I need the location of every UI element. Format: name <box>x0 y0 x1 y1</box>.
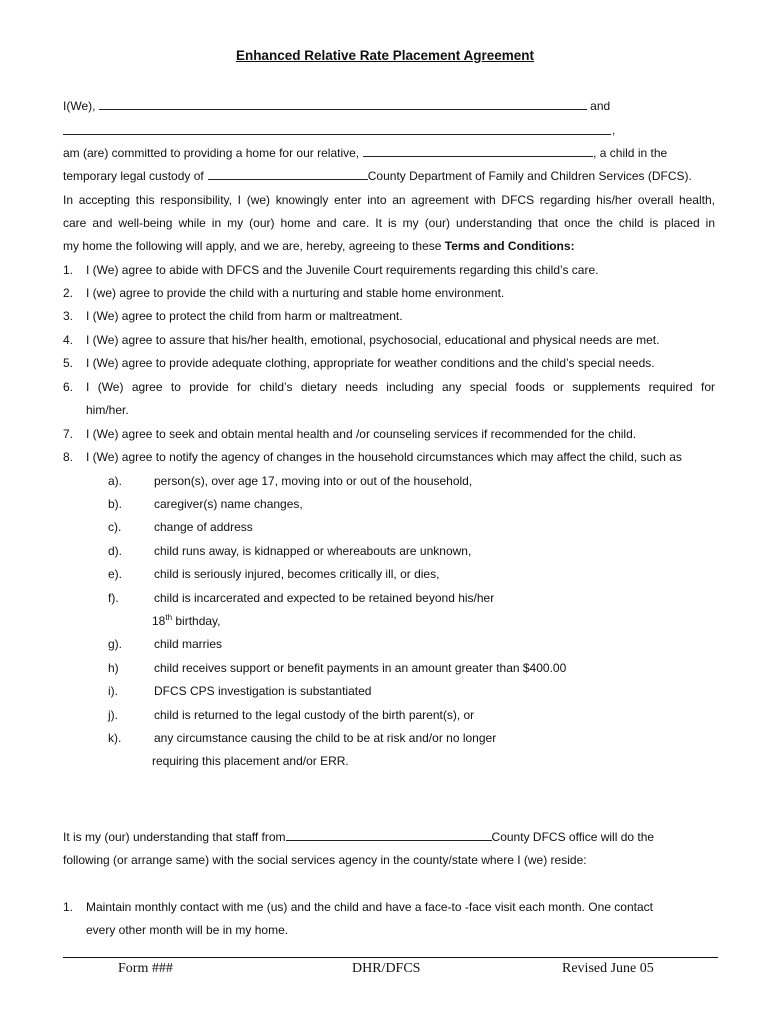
staff-county-blank[interactable] <box>286 829 492 841</box>
names-blank-1[interactable] <box>99 98 587 110</box>
staff-line-2: following (or arrange same) with the social services agency in the county/state where I (we) reside: <box>63 853 587 867</box>
custody-prefix: temporary legal custody of <box>63 169 204 183</box>
item-text: I (We) agree to provide adequate clothing, appropriate for weather conditions and the child’s special needs. <box>86 356 655 370</box>
footer-rule <box>63 957 718 958</box>
sub-item-text: child is incarcerated and expected to be retained beyond his/her <box>154 591 495 605</box>
sub-item-letter: j). <box>108 708 118 722</box>
intro-line-1 <box>63 98 610 114</box>
and-label: and <box>590 99 611 113</box>
item-text: I (We) agree to assure that his/her health, emotional, psychosocial, educational and physical needs are met. <box>86 333 660 347</box>
term-item <box>63 285 504 301</box>
staff-suffix: County DFCS office will do the <box>491 830 655 844</box>
term-item <box>63 379 715 395</box>
item-text: I (We) agree to notify the agency of changes in the household circumstances which may affect the child, such as <box>86 450 682 464</box>
staff-prefix: It is my (our) understanding that staff from <box>63 830 286 844</box>
item-text: I (We) agree to provide for child’s dietary needs including any special foods or supplements required for <box>86 380 715 394</box>
sub-item-text: DFCS CPS investigation is substantiated <box>154 684 372 698</box>
sub-item-letter: a). <box>108 474 123 488</box>
item-number: 3. <box>63 309 74 323</box>
birthday-age: 18 <box>152 614 166 628</box>
sub-item-letter: g). <box>108 637 123 651</box>
item-text: I (We) agree to protect the child from harm or maltreatment. <box>86 309 403 323</box>
duty-item <box>63 899 653 915</box>
term-item <box>63 355 655 371</box>
footer-form: Form ### <box>118 961 173 976</box>
sub-item-continuation <box>152 613 221 629</box>
duty-continuation: every other month will be in my home. <box>86 923 289 937</box>
names-blank-2[interactable] <box>63 134 611 135</box>
sub-item-text: child is returned to the legal custody of the birth parent(s), or <box>154 708 475 722</box>
sub-item-text: child runs away, is kidnapped or whereabouts are unknown, <box>154 544 472 558</box>
sub-item-letter: f). <box>108 591 119 605</box>
item-number: 7. <box>63 427 74 441</box>
sub-item-text: child is seriously injured, becomes critically ill, or dies, <box>154 567 440 581</box>
term-item <box>63 426 636 442</box>
paragraph-line-3 <box>63 238 575 254</box>
item-text: I (We) agree to abide with DFCS and the Juvenile Court requirements regarding this child’s care. <box>86 263 599 277</box>
sub-item-continuation: requiring this placement and/or ERR. <box>152 754 349 768</box>
paragraph-line-1: In accepting this responsibility, I (we) knowingly enter into an agreement with DFCS regarding his/her overall health, <box>63 193 715 207</box>
relative-suffix: , a child in the <box>593 146 668 160</box>
sub-item-letter: i). <box>108 684 118 698</box>
document-title: Enhanced Relative Rate Placement Agreement <box>235 48 535 63</box>
relative-prefix: am (are) committed to providing a home for our relative, <box>63 146 360 160</box>
item-number: 8. <box>63 450 74 464</box>
comma: , <box>612 123 616 137</box>
sub-item-text: caregiver(s) name changes, <box>154 497 303 511</box>
sub-item-letter: k). <box>108 731 122 745</box>
custody-line <box>63 168 692 184</box>
footer-revised: Revised June 05 <box>562 961 654 976</box>
sub-item-letter: d). <box>108 544 123 558</box>
footer-dept: DHR/DFCS <box>352 961 421 976</box>
term-item <box>63 308 403 324</box>
ordinal-suffix: th <box>165 613 173 622</box>
item-number: 4. <box>63 333 74 347</box>
relative-name-blank[interactable] <box>363 145 593 157</box>
sub-item-text: person(s), over age 17, moving into or out of the household, <box>154 474 473 488</box>
custody-suffix: County Department of Family and Children Services (DFCS). <box>367 169 692 183</box>
sub-item-text: change of address <box>154 520 253 534</box>
sub-item-letter: c). <box>108 520 122 534</box>
item-number: 5. <box>63 356 74 370</box>
birthday-text: birthday, <box>172 614 221 628</box>
sub-item-letter: b). <box>108 497 123 511</box>
term-item <box>63 449 682 465</box>
term-item <box>63 332 659 348</box>
item-number: 1. <box>63 263 74 277</box>
term-item <box>63 262 598 278</box>
relative-line <box>63 145 667 161</box>
sub-item-text: any circumstance causing the child to be at risk and/or no longer <box>154 731 497 745</box>
paragraph-line-2: care and well-being while in my (our) home and care. It is my (our) understanding that once the child is placed in <box>63 216 715 230</box>
item-number: 6. <box>63 380 74 394</box>
sub-item-text: child receives support or benefit payments in an amount greater than $400.00 <box>154 661 567 675</box>
sub-item-letter: e). <box>108 567 123 581</box>
item-text: I (We) agree to seek and obtain mental health and /or counseling services if recommended for the child. <box>86 427 637 441</box>
item-continuation: him/her. <box>86 403 129 417</box>
sub-item-text: child marries <box>154 637 223 651</box>
duty-number: 1. <box>63 900 74 914</box>
duty-text: Maintain monthly contact with me (us) and the child and have a face-to -face visit each month. One contact <box>86 900 653 914</box>
terms-heading: Terms and Conditions: <box>444 239 575 253</box>
sub-item-letter: h) <box>108 661 119 675</box>
item-number: 2. <box>63 286 74 300</box>
county-blank[interactable] <box>208 168 368 180</box>
staff-line <box>63 829 654 845</box>
item-text: I (we) agree to provide the child with a nurturing and stable home environment. <box>86 286 505 300</box>
iwe-label: I(We), <box>63 99 96 113</box>
paragraph-line-3-text: my home the following will apply, and we are, hereby, agreeing to these <box>63 239 442 253</box>
